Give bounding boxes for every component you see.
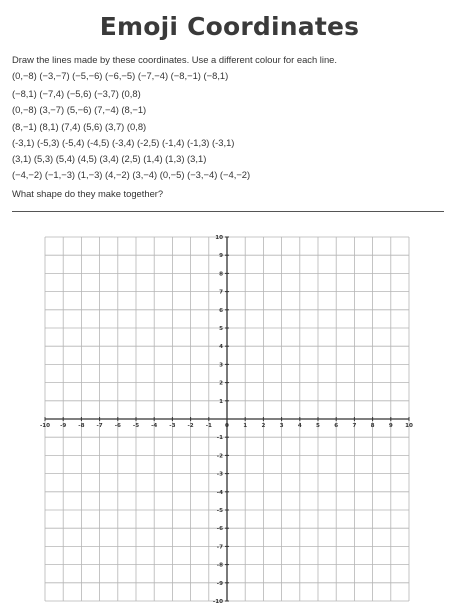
x-tick-label: -10 xyxy=(39,423,51,429)
x-tick-label: -9 xyxy=(60,423,67,429)
y-tick-label: 10 xyxy=(215,235,223,241)
x-tick-label: -5 xyxy=(132,423,140,429)
y-tick-label: 2 xyxy=(219,380,223,387)
x-tick-label: 2 xyxy=(261,423,266,429)
coordinate-line-2: (−8,1) (−7,4) (−5,6) (−3,7) (0,8) xyxy=(12,88,141,99)
x-tick-label: -7 xyxy=(96,423,103,429)
coordinate-line-3: (0,−8) (3,−7) (5,−6) (7,−4) (8,−1) xyxy=(12,104,147,115)
x-tick-label: 1 xyxy=(243,423,248,429)
x-tick-label: 6 xyxy=(334,423,339,429)
y-tick-label: -7 xyxy=(216,544,223,551)
y-tick-label: -5 xyxy=(216,508,223,514)
y-tick-label: 3 xyxy=(219,362,223,369)
y-tick-label: 6 xyxy=(219,307,223,314)
y-tick-label: 7 xyxy=(219,289,223,296)
x-tick-label: 3 xyxy=(279,423,284,429)
coordinate-line-5: (-3,1) (-5,3) (-5,4) (-4,5) (-3,4) (-2,5) (-1,4) (-1,3) (-3,1) xyxy=(12,137,235,148)
y-tick-label: -1 xyxy=(216,435,223,442)
x-tick-label: 10 xyxy=(405,423,413,429)
y-tick-label: -10 xyxy=(212,599,223,605)
y-tick-label: 9 xyxy=(219,253,223,260)
x-tick-label: -1 xyxy=(205,423,212,429)
x-tick-label: -2 xyxy=(187,423,194,429)
coordinate-line-4: (8,−1) (8,1) (7,4) (5,6) (3,7) (0,8) xyxy=(12,121,147,132)
y-tick-label: -2 xyxy=(216,453,223,460)
y-tick-label: -9 xyxy=(216,580,223,587)
coordinate-line-1: (0,−8) (−3,−7) (−5,−6) (−6,−5) (−7,−4) (−8,−1) (−8,1) xyxy=(12,70,229,81)
x-tick-label: -3 xyxy=(169,423,176,429)
coordinate-line-6: (3,1) (5,3) (5,4) (4,5) (3,4) (2,5) (1,4) (1,3) (3,1) xyxy=(12,153,207,164)
y-tick-label: 1 xyxy=(219,398,223,405)
x-tick-label: 5 xyxy=(316,423,320,429)
y-tick-label: -3 xyxy=(216,471,223,478)
coordinate-line-7: (−4,−2) (−1,−3) (1,−3) (4,−2) (3,−4) (0,−5) (−3,−4) (−4,−2) xyxy=(12,169,251,180)
question-text: What shape do they make together? xyxy=(12,188,164,199)
x-tick-label: -6 xyxy=(114,423,121,429)
x-tick-label: 8 xyxy=(370,423,375,429)
x-tick-label: 9 xyxy=(388,423,393,429)
x-tick-label: 4 xyxy=(297,423,302,429)
y-tick-label: -4 xyxy=(216,489,223,496)
y-axis-tick-labels xyxy=(213,235,223,605)
y-tick-label: 4 xyxy=(219,344,223,351)
y-tick-label: -6 xyxy=(216,526,223,533)
x-tick-label: -8 xyxy=(78,423,85,429)
instructions-text: Draw the lines made by these coordinates. Use a different colour for each line. xyxy=(12,54,338,65)
x-tick-label: 0 xyxy=(225,423,229,429)
y-tick-label: -8 xyxy=(216,562,223,569)
page-title: Emoji Coordinates xyxy=(99,12,360,41)
x-axis-tick-labels xyxy=(40,423,413,429)
x-tick-label: 7 xyxy=(352,423,357,429)
y-tick-label: 8 xyxy=(219,271,223,278)
x-tick-label: -4 xyxy=(151,423,158,429)
y-tick-label: 5 xyxy=(219,326,223,332)
